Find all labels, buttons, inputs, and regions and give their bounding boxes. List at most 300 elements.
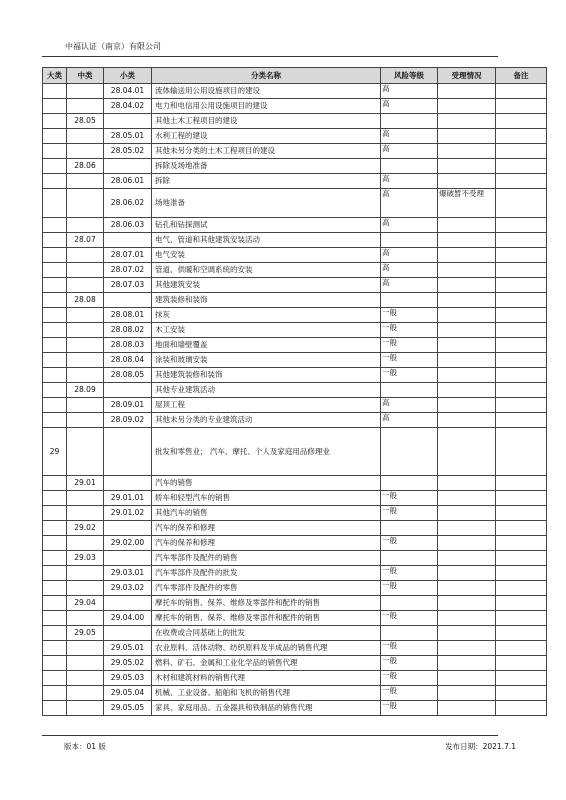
cell-big-category	[43, 248, 67, 263]
cell-big-category	[43, 338, 67, 353]
cell-small-category: 29.03.01	[104, 566, 152, 581]
cell-acceptance	[438, 626, 496, 641]
table-row	[43, 398, 547, 413]
cell-acceptance	[438, 671, 496, 686]
cell-small-category: 28.07.02	[104, 263, 152, 278]
cell-small-category	[104, 383, 152, 398]
cell-category-name: 场地准备	[152, 189, 381, 218]
col-header-small: 小类	[104, 68, 152, 84]
cell-acceptance	[438, 144, 496, 159]
cell-category-name: 农业原料、活体动物、纺织原料及半成品的销售代理	[152, 641, 381, 656]
cell-big-category	[43, 189, 67, 218]
table-row	[43, 521, 547, 536]
cell-acceptance	[438, 521, 496, 536]
cell-mid-category: 28.08	[67, 293, 104, 308]
cell-note	[496, 596, 547, 611]
cell-category-name: 流体输送用公用设施项目的建设	[152, 84, 381, 99]
cell-risk-level: 高	[381, 248, 438, 263]
cell-risk-level: 高	[381, 263, 438, 278]
cell-category-name: 木工安装	[152, 323, 381, 338]
cell-small-category: 28.09.01	[104, 398, 152, 413]
cell-small-category: 28.08.02	[104, 323, 152, 338]
cell-small-category: 28.06.03	[104, 218, 152, 233]
cell-note	[496, 263, 547, 278]
cell-acceptance	[438, 491, 496, 506]
cell-small-category: 28.07.01	[104, 248, 152, 263]
table-row	[43, 353, 547, 368]
cell-big-category	[43, 323, 67, 338]
table-row	[43, 383, 547, 398]
cell-mid-category	[67, 428, 104, 476]
cell-big-category	[43, 353, 67, 368]
cell-acceptance	[438, 536, 496, 551]
cell-risk-level: 一般	[381, 368, 438, 383]
cell-note	[496, 218, 547, 233]
cell-acceptance: 爆破暂不受理	[438, 189, 496, 218]
table-row	[43, 581, 547, 596]
table-row	[43, 701, 547, 716]
cell-acceptance	[438, 159, 496, 174]
cell-small-category: 29.05.04	[104, 686, 152, 701]
col-header-note: 备注	[496, 68, 547, 84]
cell-risk-level: 高	[381, 413, 438, 428]
cell-risk-level	[381, 596, 438, 611]
cell-mid-category	[67, 641, 104, 656]
cell-category-name: 机械、工业设备、船舶和飞机的销售代理	[152, 686, 381, 701]
cell-risk-level: 一般	[381, 323, 438, 338]
cell-acceptance	[438, 353, 496, 368]
table-row	[43, 428, 547, 476]
cell-risk-level: 高	[381, 84, 438, 99]
cell-big-category	[43, 84, 67, 99]
cell-category-name: 汽车零部件及配件的批发	[152, 566, 381, 581]
cell-risk-level: 一般	[381, 671, 438, 686]
cell-risk-level: 一般	[381, 506, 438, 521]
cell-mid-category	[67, 353, 104, 368]
col-header-risk: 风险等级	[381, 68, 438, 84]
cell-big-category	[43, 308, 67, 323]
cell-risk-level: 一般	[381, 308, 438, 323]
cell-note	[496, 701, 547, 716]
cell-big-category	[43, 129, 67, 144]
cell-big-category	[43, 293, 67, 308]
cell-mid-category	[67, 99, 104, 114]
company-name: 中福认证（南京）有限公司	[65, 42, 161, 51]
cell-small-category: 28.06.02	[104, 189, 152, 218]
cell-big-category	[43, 174, 67, 189]
table-row	[43, 611, 547, 626]
cell-category-name: 其他土木工程项目的建设	[152, 114, 381, 129]
cell-acceptance	[438, 263, 496, 278]
cell-risk-level	[381, 159, 438, 174]
cell-category-name: 拆除	[152, 174, 381, 189]
cell-small-category	[104, 293, 152, 308]
cell-risk-level	[381, 293, 438, 308]
cell-mid-category	[67, 174, 104, 189]
cell-small-category: 28.04.02	[104, 99, 152, 114]
cell-risk-level: 一般	[381, 611, 438, 626]
cell-note	[496, 476, 547, 491]
table-row	[43, 189, 547, 218]
cell-note	[496, 686, 547, 701]
cell-small-category: 28.08.01	[104, 308, 152, 323]
cell-small-category: 28.05.02	[104, 144, 152, 159]
cell-small-category: 28.08.05	[104, 368, 152, 383]
cell-big-category	[43, 626, 67, 641]
cell-big-category	[43, 398, 67, 413]
cell-mid-category	[67, 686, 104, 701]
cell-small-category: 29.05.05	[104, 701, 152, 716]
cell-mid-category	[67, 656, 104, 671]
cell-category-name: 钻孔和钻探测试	[152, 218, 381, 233]
cell-big-category	[43, 159, 67, 174]
cell-mid-category	[67, 671, 104, 686]
cell-small-category: 28.08.03	[104, 338, 152, 353]
table-row	[43, 491, 547, 506]
cell-note	[496, 323, 547, 338]
cell-acceptance	[438, 293, 496, 308]
cell-mid-category: 29.05	[67, 626, 104, 641]
cell-note	[496, 293, 547, 308]
cell-mid-category	[67, 338, 104, 353]
table-row	[43, 476, 547, 491]
cell-big-category	[43, 144, 67, 159]
cell-category-name: 汽车零部件及配件的零售	[152, 581, 381, 596]
cell-big-category	[43, 641, 67, 656]
cell-risk-level	[381, 383, 438, 398]
cell-big-category	[43, 263, 67, 278]
cell-big-category	[43, 476, 67, 491]
cell-risk-level	[381, 476, 438, 491]
cell-mid-category	[67, 506, 104, 521]
cell-risk-level: 一般	[381, 491, 438, 506]
cell-category-name: 轿车和轻型汽车的销售	[152, 491, 381, 506]
cell-acceptance	[438, 428, 496, 476]
cell-category-name: 汽车的销售	[152, 476, 381, 491]
cell-category-name: 木材和建筑材料的销售代理	[152, 671, 381, 686]
cell-big-category	[43, 368, 67, 383]
cell-big-category	[43, 521, 67, 536]
cell-small-category: 29.05.03	[104, 671, 152, 686]
cell-category-name: 汽车的保养和修理	[152, 521, 381, 536]
cell-big-category	[43, 671, 67, 686]
cell-note	[496, 129, 547, 144]
cell-small-category	[104, 114, 152, 129]
cell-small-category: 29.02.00	[104, 536, 152, 551]
cell-acceptance	[438, 248, 496, 263]
cell-big-category	[43, 278, 67, 293]
cell-big-category	[43, 491, 67, 506]
cell-risk-level: 一般	[381, 701, 438, 716]
table-row	[43, 308, 547, 323]
cell-risk-level: 高	[381, 189, 438, 218]
cell-small-category	[104, 476, 152, 491]
col-header-mid: 中类	[67, 68, 104, 84]
cell-note	[496, 536, 547, 551]
cell-risk-level	[381, 626, 438, 641]
cell-acceptance	[438, 233, 496, 248]
page-header	[42, 42, 498, 57]
table-row	[43, 293, 547, 308]
table-row	[43, 626, 547, 641]
col-header-accept: 受理情况	[438, 68, 496, 84]
cell-mid-category	[67, 536, 104, 551]
cell-mid-category	[67, 398, 104, 413]
cell-mid-category	[67, 84, 104, 99]
cell-note	[496, 114, 547, 129]
cell-acceptance	[438, 308, 496, 323]
table-row	[43, 566, 547, 581]
cell-mid-category	[67, 308, 104, 323]
cell-note	[496, 308, 547, 323]
table-row	[43, 368, 547, 383]
cell-category-name: 管道、供暖和空调系统的安装	[152, 263, 381, 278]
cell-category-name: 燃料、矿石、金属和工业化学品的销售代理	[152, 656, 381, 671]
cell-note	[496, 506, 547, 521]
cell-risk-level: 一般	[381, 641, 438, 656]
cell-note	[496, 368, 547, 383]
classification-table	[42, 67, 547, 716]
cell-mid-category: 28.06	[67, 159, 104, 174]
cell-small-category: 29.04.00	[104, 611, 152, 626]
cell-risk-level: 高	[381, 144, 438, 159]
table-row	[43, 99, 547, 114]
cell-small-category	[104, 626, 152, 641]
table-row	[43, 596, 547, 611]
cell-big-category	[43, 114, 67, 129]
cell-big-category	[43, 656, 67, 671]
cell-note	[496, 491, 547, 506]
cell-risk-level: 一般	[381, 353, 438, 368]
cell-big-category	[43, 413, 67, 428]
cell-big-category	[43, 611, 67, 626]
cell-risk-level	[381, 521, 438, 536]
col-header-name: 分类名称	[152, 68, 381, 84]
cell-mid-category: 28.09	[67, 383, 104, 398]
table-row	[43, 536, 547, 551]
cell-big-category	[43, 701, 67, 716]
cell-acceptance	[438, 476, 496, 491]
table-row	[43, 338, 547, 353]
table-row	[43, 413, 547, 428]
table-row	[43, 686, 547, 701]
table-row	[43, 641, 547, 656]
cell-category-name: 在收费或合同基础上的批发	[152, 626, 381, 641]
cell-acceptance	[438, 338, 496, 353]
cell-risk-level: 高	[381, 99, 438, 114]
cell-acceptance	[438, 383, 496, 398]
table-row	[43, 551, 547, 566]
cell-big-category	[43, 596, 67, 611]
cell-big-category	[43, 218, 67, 233]
cell-category-name: 汽车零部件及配件的销售	[152, 551, 381, 566]
cell-risk-level	[381, 551, 438, 566]
cell-mid-category: 29.01	[67, 476, 104, 491]
cell-risk-level: 一般	[381, 536, 438, 551]
cell-note	[496, 174, 547, 189]
cell-acceptance	[438, 641, 496, 656]
cell-category-name: 其他汽车的销售	[152, 506, 381, 521]
cell-small-category: 29.03.02	[104, 581, 152, 596]
cell-category-name: 电力和电信用公用设施项目的建设	[152, 99, 381, 114]
cell-risk-level: 一般	[381, 566, 438, 581]
cell-mid-category: 29.02	[67, 521, 104, 536]
table-row	[43, 248, 547, 263]
cell-risk-level: 高	[381, 174, 438, 189]
cell-small-category: 29.01.01	[104, 491, 152, 506]
cell-big-category	[43, 581, 67, 596]
cell-acceptance	[438, 611, 496, 626]
cell-small-category: 28.05.01	[104, 129, 152, 144]
cell-small-category	[104, 233, 152, 248]
table-row	[43, 218, 547, 233]
cell-note	[496, 521, 547, 536]
cell-acceptance	[438, 114, 496, 129]
cell-acceptance	[438, 174, 496, 189]
cell-mid-category: 29.03	[67, 551, 104, 566]
cell-note	[496, 144, 547, 159]
cell-mid-category	[67, 278, 104, 293]
cell-risk-level: 一般	[381, 581, 438, 596]
cell-risk-level	[381, 114, 438, 129]
cell-big-category	[43, 506, 67, 521]
cell-mid-category	[67, 218, 104, 233]
cell-mid-category	[67, 129, 104, 144]
cell-mid-category: 29.04	[67, 596, 104, 611]
cell-acceptance	[438, 686, 496, 701]
cell-category-name: 家具、家庭用品、五金器具和铁制品的销售代理	[152, 701, 381, 716]
cell-mid-category: 28.07	[67, 233, 104, 248]
cell-acceptance	[438, 581, 496, 596]
cell-category-name: 建筑装修和装饰	[152, 293, 381, 308]
cell-mid-category	[67, 248, 104, 263]
cell-note	[496, 278, 547, 293]
cell-category-name: 拆除及场地准备	[152, 159, 381, 174]
cell-category-name: 抹灰	[152, 308, 381, 323]
cell-mid-category	[67, 323, 104, 338]
cell-category-name: 其他建筑安装	[152, 278, 381, 293]
cell-small-category	[104, 428, 152, 476]
table-row	[43, 323, 547, 338]
cell-acceptance	[438, 218, 496, 233]
cell-acceptance	[438, 99, 496, 114]
cell-mid-category: 28.05	[67, 114, 104, 129]
cell-note	[496, 566, 547, 581]
col-header-big: 大类	[43, 68, 67, 84]
cell-small-category: 29.05.02	[104, 656, 152, 671]
cell-acceptance	[438, 656, 496, 671]
table-row	[43, 174, 547, 189]
cell-note	[496, 338, 547, 353]
cell-acceptance	[438, 129, 496, 144]
table-header-row	[43, 68, 547, 84]
cell-note	[496, 626, 547, 641]
cell-risk-level: 一般	[381, 656, 438, 671]
cell-category-name: 汽车的保养和修理	[152, 536, 381, 551]
cell-note	[496, 671, 547, 686]
table-row	[43, 159, 547, 174]
cell-acceptance	[438, 278, 496, 293]
cell-acceptance	[438, 506, 496, 521]
cell-mid-category	[67, 701, 104, 716]
cell-mid-category	[67, 144, 104, 159]
table-row	[43, 114, 547, 129]
cell-note	[496, 611, 547, 626]
cell-mid-category	[67, 491, 104, 506]
cell-category-name: 屋顶工程	[152, 398, 381, 413]
cell-note	[496, 189, 547, 218]
cell-note	[496, 353, 547, 368]
cell-category-name: 摩托车的销售、保养、维修及零部件和配件的销售	[152, 611, 381, 626]
cell-small-category	[104, 551, 152, 566]
cell-category-name: 批发和零售业； 汽车、摩托、个人及家庭用品修理业	[152, 428, 381, 476]
table-row	[43, 263, 547, 278]
table-row	[43, 671, 547, 686]
cell-big-category	[43, 551, 67, 566]
cell-big-category	[43, 686, 67, 701]
cell-big-category	[43, 566, 67, 581]
cell-note	[496, 641, 547, 656]
cell-risk-level: 高	[381, 278, 438, 293]
cell-category-name: 其他建筑装修和装饰	[152, 368, 381, 383]
cell-risk-level	[381, 233, 438, 248]
cell-mid-category	[67, 611, 104, 626]
cell-acceptance	[438, 596, 496, 611]
cell-category-name: 其他未另分类的土木工程项目的建设	[152, 144, 381, 159]
cell-category-name: 摩托车的销售、保养、维修及零部件和配件的销售	[152, 596, 381, 611]
cell-mid-category	[67, 566, 104, 581]
cell-acceptance	[438, 368, 496, 383]
cell-note	[496, 248, 547, 263]
cell-small-category: 28.06.01	[104, 174, 152, 189]
cell-mid-category	[67, 263, 104, 278]
cell-risk-level: 一般	[381, 686, 438, 701]
cell-risk-level: 高	[381, 129, 438, 144]
publish-date: 发布日期：2021.7.1	[445, 742, 516, 751]
cell-note	[496, 551, 547, 566]
table-row	[43, 656, 547, 671]
cell-acceptance	[438, 551, 496, 566]
table-row	[43, 129, 547, 144]
cell-small-category: 28.07.03	[104, 278, 152, 293]
cell-small-category: 29.01.02	[104, 506, 152, 521]
table-row	[43, 84, 547, 99]
cell-small-category: 28.09.02	[104, 413, 152, 428]
cell-note	[496, 84, 547, 99]
cell-risk-level	[381, 428, 438, 476]
cell-category-name: 水利工程的建设	[152, 129, 381, 144]
table-row	[43, 233, 547, 248]
cell-note	[496, 581, 547, 596]
cell-category-name: 其他专业建筑活动	[152, 383, 381, 398]
cell-note	[496, 656, 547, 671]
cell-small-category	[104, 521, 152, 536]
cell-acceptance	[438, 413, 496, 428]
cell-big-category	[43, 99, 67, 114]
cell-note	[496, 413, 547, 428]
table-row	[43, 506, 547, 521]
cell-acceptance	[438, 701, 496, 716]
cell-category-name: 其他未另分类的专业建筑活动	[152, 413, 381, 428]
cell-big-category	[43, 536, 67, 551]
cell-note	[496, 383, 547, 398]
cell-mid-category	[67, 189, 104, 218]
cell-note	[496, 398, 547, 413]
page-footer	[42, 735, 516, 751]
cell-risk-level: 高	[381, 218, 438, 233]
cell-category-name: 电气安装	[152, 248, 381, 263]
cell-small-category: 28.04.01	[104, 84, 152, 99]
